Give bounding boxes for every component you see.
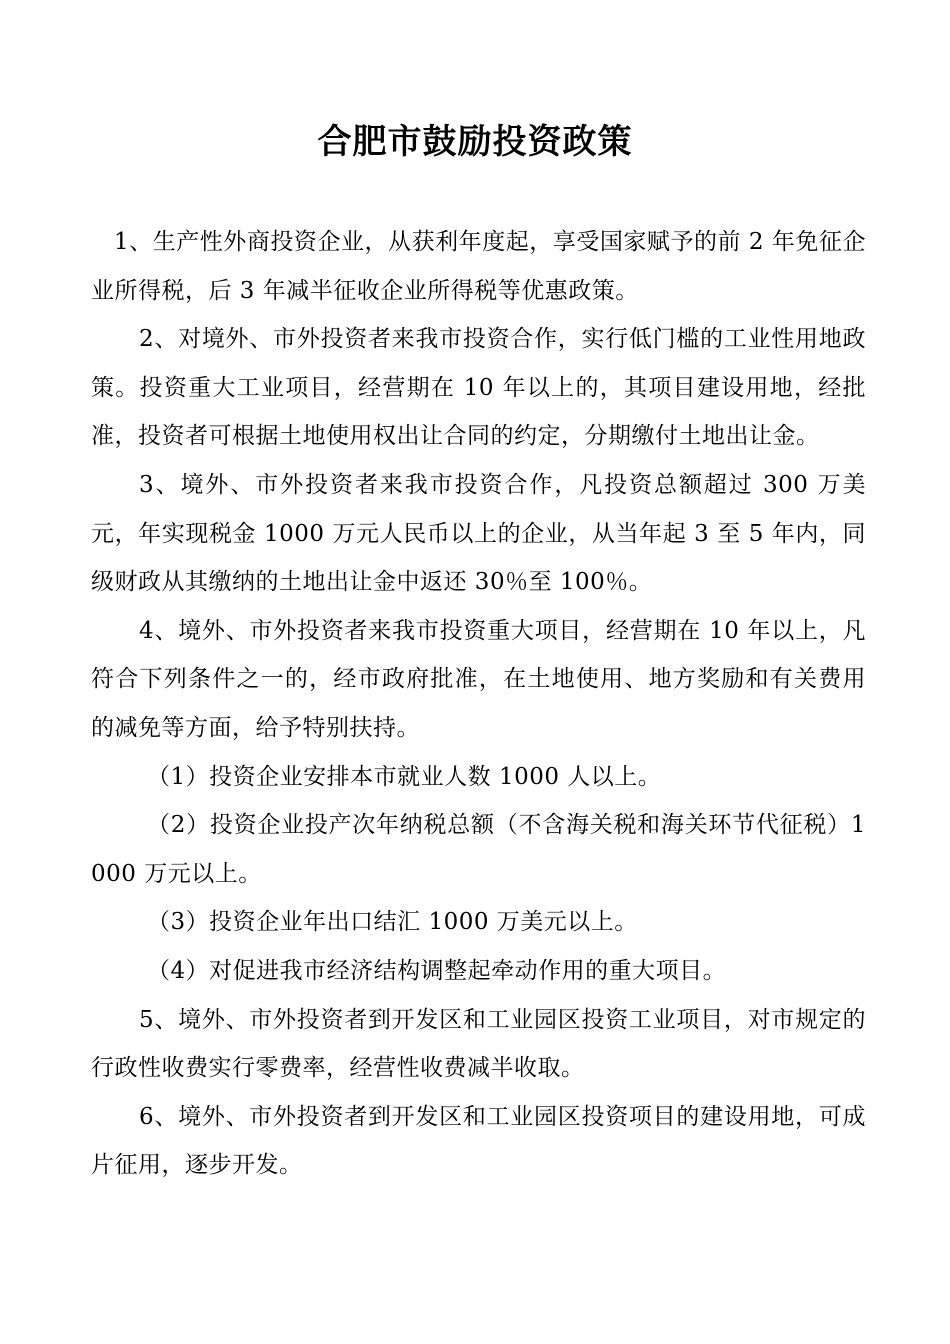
paragraph-5: 5、境外、市外投资者到开发区和工业园区投资工业项目，对市规定的行政性收费实行零费率，经营性收费减半收取。	[91, 1006, 866, 1082]
document-body	[91, 218, 866, 1190]
page-title: 合肥市鼓励投资政策	[317, 122, 633, 162]
paragraph-3: 3、境外、市外投资者来我市投资合作，凡投资总额超过 300 万美元，年实现税金 1000 万元人民币以上的企业，从当年起 3 至 5 年内，同级财政从其缴纳的土地出让金中返还 30％至 100％。	[91, 471, 866, 596]
paragraph-4: 4、境外、市外投资者来我市投资重大项目，经营期在 10 年以上，凡符合下列条件之一的，经市政府批准，在土地使用、地方奖励和有关费用的减免等方面，给予特别扶持。	[91, 617, 866, 741]
condition-item-3: （3）投资企业年出口结汇 1000 万美元以上。	[147, 909, 638, 936]
paragraph-6: 6、境外、市外投资者到开发区和工业园区投资项目的建设用地，可成片征用，逐步开发。	[91, 1103, 866, 1179]
condition-item-1: （1）投资企业安排本市就业人数 1000 人以上。	[147, 763, 662, 790]
condition-item-4: （4）对促进我市经济结构调整起牵动作用的重大项目。	[147, 957, 727, 984]
paragraph-2: 2、对境外、市外投资者来我市投资合作，实行低门槛的工业性用地政策。投资重大工业项目，经营期在 10 年以上的，其项目建设用地，经批准，投资者可根据土地使用权出让合同的约定，分期缴付土地出让金。	[91, 326, 866, 450]
condition-item-2: （2）投资企业投产次年纳税总额（不含海关税和海关环节代征税）1000 万元以上。	[91, 812, 866, 887]
paragraph-1: 1、生产性外商投资企业，从获利年度起，享受国家赋予的前 2 年免征企业所得税，后 3 年减半征收企业所得税等优惠政策。	[91, 229, 866, 304]
